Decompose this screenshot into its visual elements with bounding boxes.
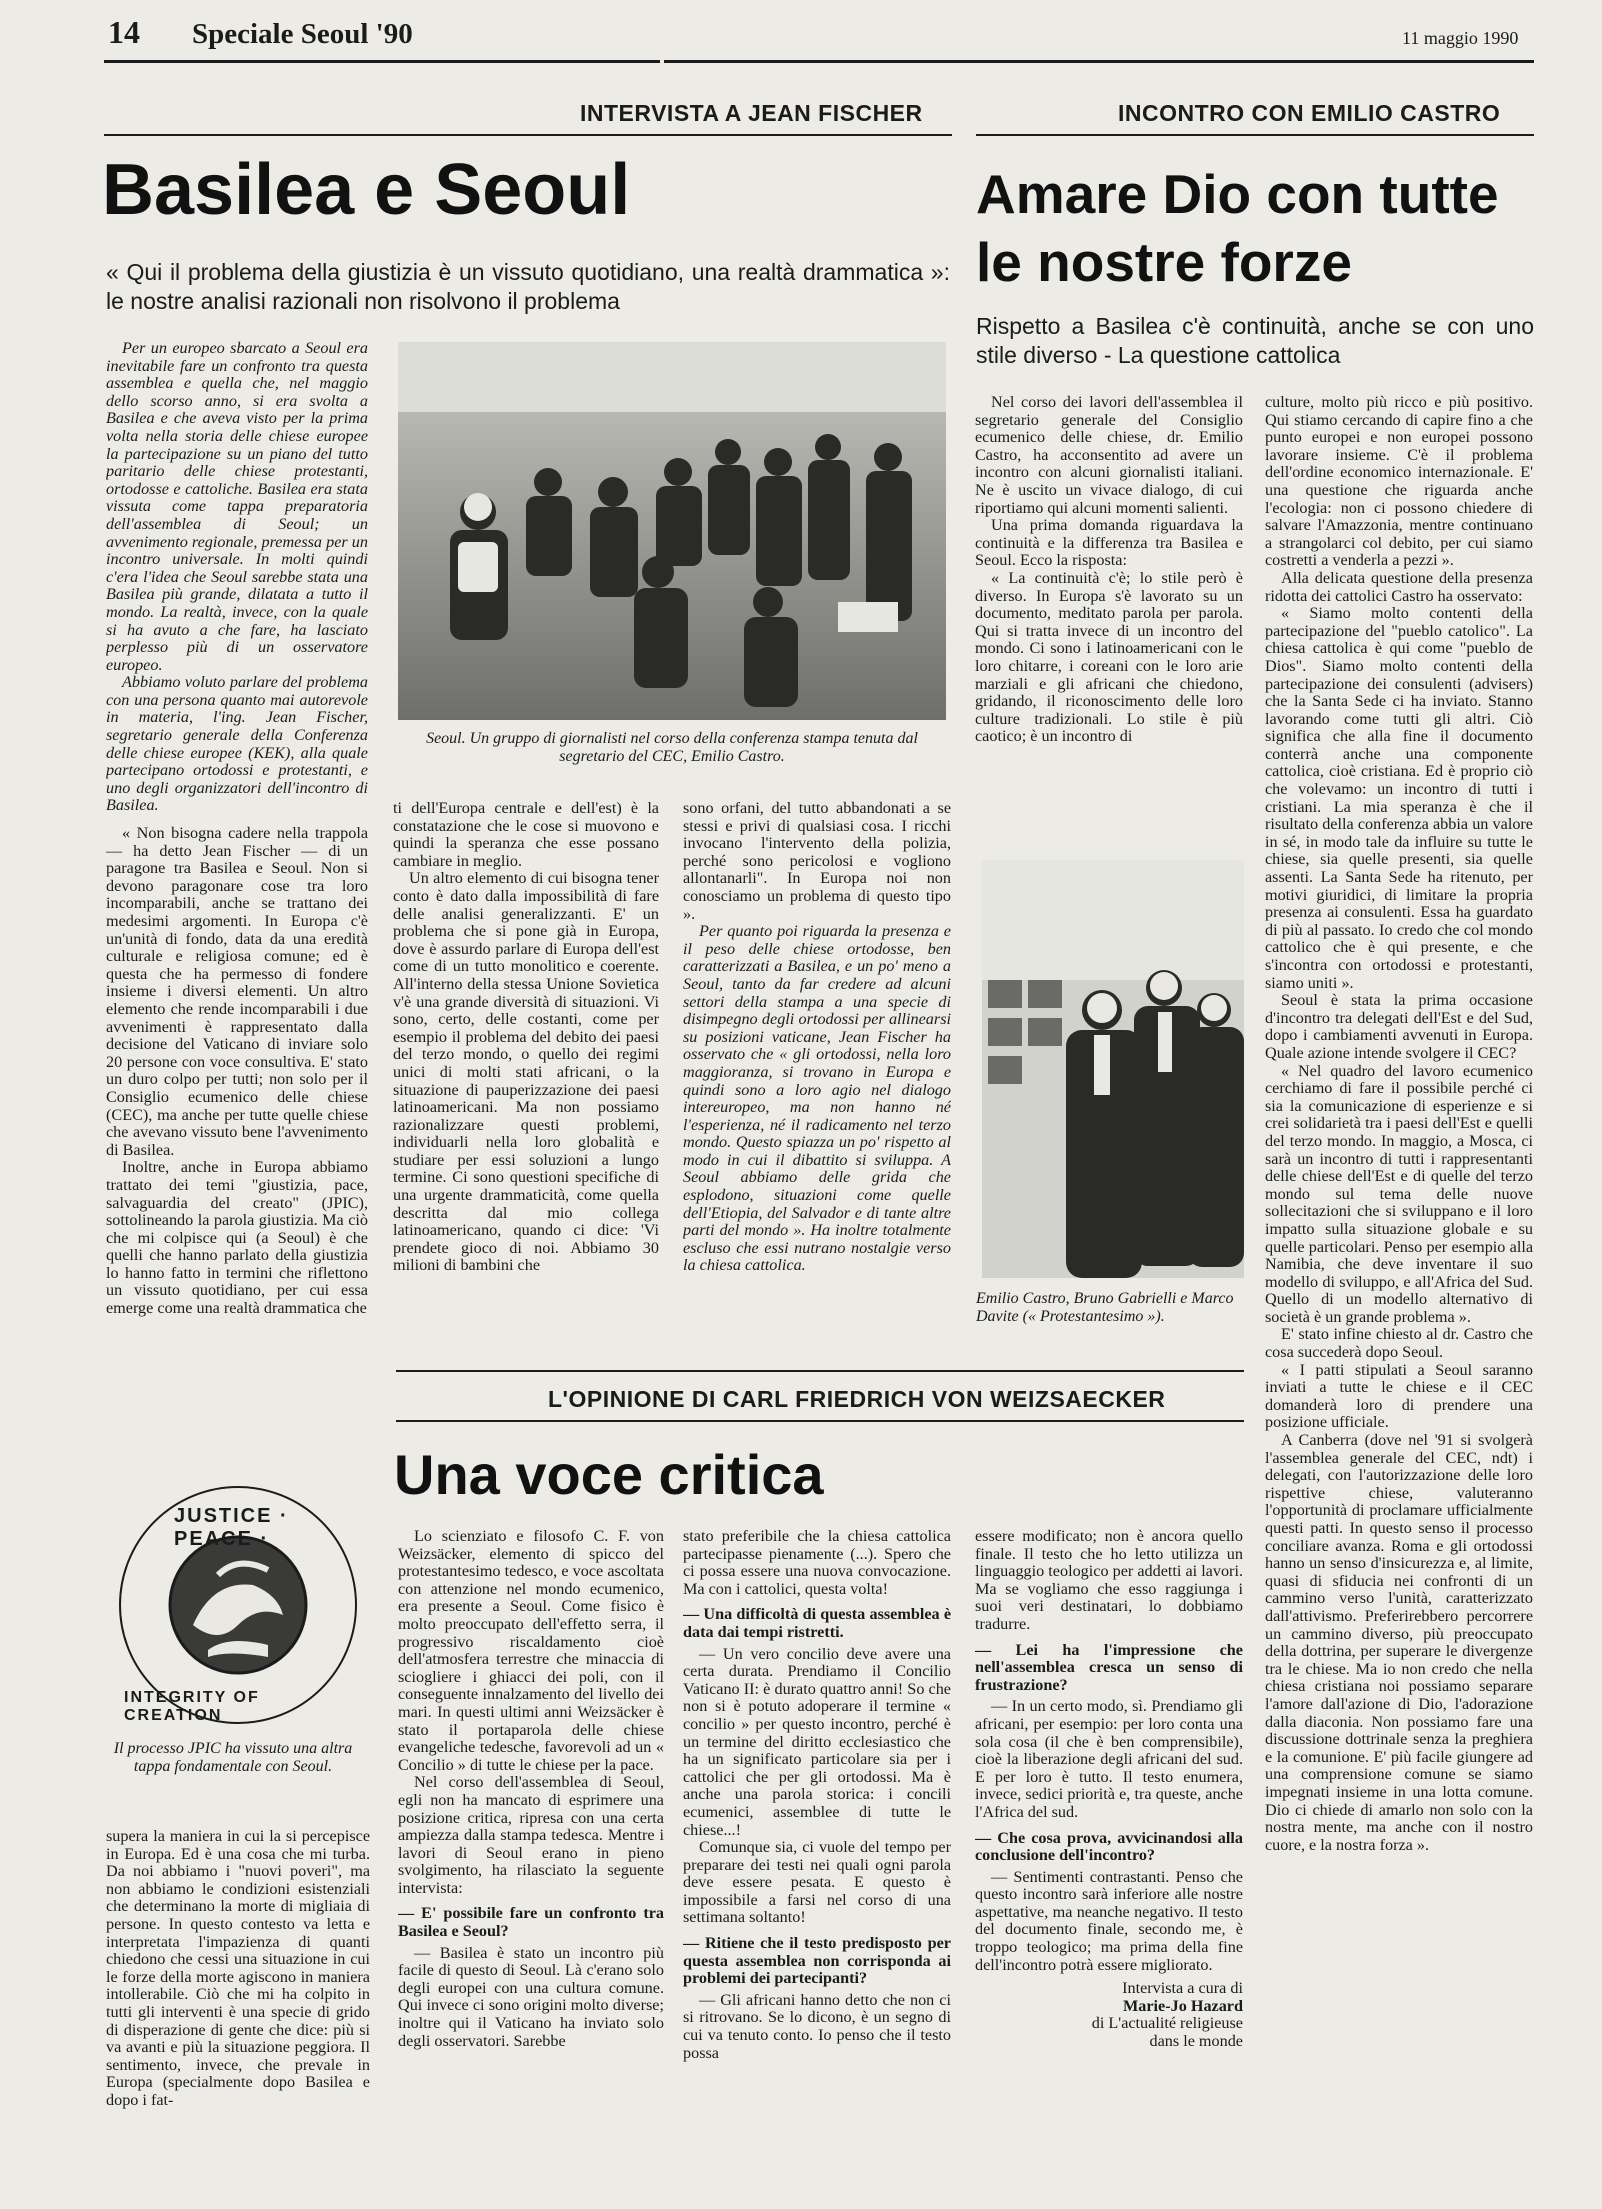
- section-title: Speciale Seoul '90: [192, 18, 413, 50]
- article3-title: Una voce critica: [394, 1443, 824, 1506]
- article3-signature-3: di L'actualité religieuse: [1091, 2014, 1243, 2033]
- article2-body-11: A Canberra (dove nel '91 si svolgerà l'assemblea generale del CEC, ndt) i delegati, con l'autorizzazione delle loro rispettive chiese, valuteranno l'opportunità di proclamare ufficialmente questi patti. In questo senso il processo conciliare avanza. Roma e gli ortodossi hanno un senso d'insicurezza e, al limite, quasi di sfiducia nei confronti di un cammino verso l'unità, caratterizzato dall'attivismo. Preferirebbero percorrere un cammino diverso, più preoccupato della dottrina, per superare le divergenze tra le chiese. Ma io non credo che nella chiesa cristiana noi possiamo separare l'amore dall'azione di Dio, l'adorazione dalla diaconia. Non possiamo fare una discussione dottrinale senza la preghiera e la comunione. E' più facile giungere ad una comprensione comune se siamo impegnati insieme in una lotta comune. Dio ci chiede di amarlo non solo con la nostra mente, ma anche con il nostro cuore, e la nostra forza ».: [1265, 1431, 1533, 1854]
- castro-photo: [982, 860, 1244, 1278]
- article2-body-9: E' stato infine chiesto al dr. Castro che cosa succederà dopo Seoul.: [1265, 1325, 1533, 1362]
- article3-question-2: — Una difficoltà di questa assemblea è data dai tempi ristretti.: [683, 1605, 951, 1641]
- article2-body-1: Nel corso dei lavori dell'assemblea il segretario generale del Consiglio ecumenico delle chiese, dr. Emilio Castro, ha acconsentito ad avere un incontro con alcuni giornalisti italiani. Ne è uscito un vivace dialogo, di cui riportiamo qui alcuni momenti salienti.: [975, 394, 1243, 517]
- article2-body-8: « Nel quadro del lavoro ecumenico cerchiamo di fare il possibile perché ci sia la comunicazione di esperienze e si crei solidarietà tra i paesi dell'Est e quelli del terzo mondo. In maggio, a Mosca, ci sarà un incontro di tutti i rappresentanti delle chiese dell'Est e di quelle del terzo mondo sul tema delle nuove sollecitazioni che si sviluppano e il loro impatto sulla situazione globale e su quelle particolari. Penso per esempio alla Namibia, che deve inventare il suo modello di sviluppo, e all'Africa del Sud. Quello di un modello alternativo di società è un grande problema ».: [1265, 1061, 1533, 1326]
- article1-intro: Per un europeo sbarcato a Seoul era inevitabile fare un confronto tra questa assemblea e quella che, nel maggio dello scorso anno, si era svolta a Basilea e che aveva visto per la prima volta nella storia delle chiese europee la partecipazione su un piano del tutto paritario delle chiese protestanti, ortodosse e cattoliche. Basilea era stata vissuta come tappa preparatoria dell'assemblea di Seoul; un avvenimento regionale, premessa per un incontro universale. In molti quindi c'era l'idea che Seoul sarebbe stata una Basilea più grande, dilatata a tutto il mondo. La realtà, invece, con la quale si ha avuto a che fare, ha lasciato perplesso più di un osservatore europeo.: [106, 340, 368, 674]
- article3-top-rule: [396, 1370, 1244, 1372]
- jpic-logo-top-text: JUSTICE · PEACE ·: [174, 1505, 289, 1550]
- article3-question-4: — Lei ha l'impressione che nell'assemblea cresca un senso di frustrazione?: [975, 1640, 1243, 1694]
- article1-body-3: ti dell'Europa centrale e dell'est) è la constatazione che le cose si muovono e quindi la speranza che esse possano cambiare in meglio.: [393, 800, 659, 870]
- article3-body-9: — In un certo modo, sì. Prendiamo gli africani, per esempio: per loro conta una sola cosa (il che è ben comprensibile), cioè la liberazione degli africani del sud. E per loro è tutto. Il testo enumera, invece, sedici priorità e, tra queste, anche l'Africa del sud.: [975, 1697, 1243, 1821]
- article1-intro2: Abbiamo voluto parlare del problema con una persona quanto mai autorevole in materia, l'ing. Jean Fischer, segretario generale della Conferenza delle chiese europee (KEK), alla quale partecipano ortodossi e protestanti, e uno degli organizzatori dell'incontro di Basilea.: [106, 673, 368, 815]
- article2-body-3: « La continuità c'è; lo stile però è diverso. In Europa s'è lavorato su un documento, meditato parola per parola. Qui si tratta invece di un incontro del mondo. Ci sono i latinoamericani con le loro chitarre, i coreani con le loro arie marziali e gli africani che chiedono, gridando, il riconoscimento delle loro culture tradizionali. Lo stile è più caotico; è un incontro di: [975, 568, 1243, 746]
- article3-column-1: [398, 1528, 664, 2204]
- article1-title: Basilea e Seoul: [102, 150, 631, 230]
- article1-body-5: sono orfani, del tutto abbandonati a se stessi e privi di qualsiasi cosa. I ricchi invocano l'intervento della polizia, perché sono pericolosi e vogliono allontanarli". In Europa noi non conosciamo un problema di questo tipo ».: [683, 800, 951, 923]
- article2-body-10: « I patti stipulati a Seoul saranno inviati a tutte le chiese e il CEC domanderà loro di prendere una posizione ufficiale.: [1265, 1360, 1533, 1432]
- press-conference-photo-caption: Seoul. Un gruppo di giornalisti nel corso della conferenza stampa tenuta dal segretario del CEC, Emilio Castro.: [426, 730, 918, 765]
- press-conference-photo-art: [398, 342, 946, 720]
- article3-body-10: — Sentimenti contrastanti. Penso che questo incontro sarà inferiore alle nostre aspettative, ma neanche negativo. Il testo del documento finale, secondo me, è troppo teologico; ma prima della fine dell'incontro potrà essere migliorato.: [975, 1867, 1243, 1974]
- article3-signature-2: Marie-Jo Hazard: [1122, 1996, 1243, 2015]
- article2-column-2: [1265, 394, 1533, 2204]
- article2-subtitle: Rispetto a Basilea c'è continuità, anche se con uno stile diverso - La questione cattolica: [976, 313, 1534, 368]
- article2-column-1: [975, 394, 1243, 844]
- article1-body-7: supera la maniera in cui la si percepisce in Europa. Ed è una cosa che mi turba. Da noi abbiamo i "nuovi poveri", ma non abbiamo le condizioni esistenziali che determinano la morte di migliaia di persone. In questo contesto va letta e interpretata l'impazienza di quanti chiedono che cessi una situazione in cui le forze della morte agiscono in maniera intollerabile. Ciò che mi ha colpito in tutti gli interventi è una specie di grido di disperazione di gente che dice: più si va avanti e più la situazione peggiora. Il sentimento, invece, che prevale in Europa (specialmente dopo Basilea e dopo i fat-: [106, 1828, 370, 2109]
- article1-column-1: [106, 340, 368, 1440]
- article2-title-line2: le nostre forze: [976, 231, 1352, 293]
- castro-photo-caption: Emilio Castro, Bruno Gabrielli e Marco Davite (« Protestantesimo »).: [976, 1290, 1234, 1325]
- article3-body-6: Comunque sia, ci vuole del tempo per preparare dei testi nei quali ogni parola deve essere pesata. E questo è impossibile a farsi nel corso di una settimana soltanto!: [683, 1838, 951, 1927]
- article3-signature-1: Intervista a cura di: [1122, 1979, 1243, 1998]
- article2-kicker-rule: [976, 134, 1534, 136]
- article1-kicker: INTERVISTA A JEAN FISCHER: [580, 100, 923, 126]
- article1-body-4: Un altro elemento di cui bisogna tener conto è dato dalla impossibilità di fare delle analisi generalizzanti. E' un problema che si pone già in Europa, dove è assurdo parlare di Europa dell'est come di un tutto monolitico e coerente. All'interno della stessa Unione Sovietica v'è una grande diversità di situazioni. Vi sono, certo, delle costanti, come per esempio il problema del debito dei paesi del terzo mondo, o quello dei regimi unici di molti stati africani, o la situazione di pauperizzazione dei paesi latinoamericani. Ma non possiamo razionalizzare questi problemi, individuarli nella loro globalità e studiare per essi soluzioni a lungo termine. Ci sono questioni specifiche di una urgente drammaticità, come quella descritta dal mio collega latinoamericano, quando ci dice: 'Vi prendete gioco di noi. Abbiamo 30 milioni di bambini che: [393, 869, 659, 1275]
- page-number: 14: [108, 14, 140, 50]
- article3-kicker-rule: [396, 1420, 1244, 1422]
- article2-title-line1: Amare Dio con tutte: [976, 163, 1499, 225]
- jpic-logo-bottom-text: INTEGRITY OF CREATION: [124, 1689, 260, 1724]
- article3-column-3: [975, 1528, 1243, 2204]
- header-rule-left: [104, 60, 660, 63]
- article3-body-8: essere modificato; non è ancora quello finale. Il testo che ho letto utilizza un linguaggio teologico per addetti ai lavori. Ma se vogliamo che esso raggiunga i suoi veri destinatari, lo dobbiamo tradurre.: [975, 1528, 1243, 1633]
- castro-photo-art: [982, 860, 1244, 1278]
- article3-body-1: Lo scienziato e filosofo C. F. von Weizsäcker, elemento di spicco del protestantesimo tedesco, e voce ascoltata con attenzione nel mondo ecumenico, era presente a Seoul. Come fisico è molto preoccupato dell'effetto serra, il progressivo riscaldamento cioè dell'atmosfera terrestre che minaccia di sciogliere i ghiacci dei poli, con il conseguente innalzamento del livello dei mari. In questi ultimi anni Weizsäcker è stato il portaparola delle chiese evangeliche tedesche, favorevoli ad un « Concilio » di tutte le chiese per la pace.: [398, 1528, 664, 1774]
- article2-body-6: « Siamo molto contenti della partecipazione del "pueblo catolico". La chiesa cattolica è qui come "pueblo de Dios". Siamo molto contenti della partecipazione dei consulenti (advisers) che la Santa Sede ci ha inviato. Stanno lavorando come tutti gli altri. Ciò significa che alla fine il documento conterrà anche una componente cattolica, cioè cristiana. Ed è proprio ciò che volevamo: un incontro di tutti i cristiani. La mia speranza è che il risultato della conferenza abbia un valore in sé, in modo tale da influire su tutte le chiese, sia quelle presenti, sia quelle assenti. La Santa Sede ha ritenuto, per motivi giuridici, di limitare la propria presenza ai consulenti. Essa ha guardato di più al passato. Io credo che col mondo cattolico che è qui presente, e che s'incontra con ortodossi e protestanti, siamo uniti ».: [1265, 604, 1533, 992]
- issue-date: 11 maggio 1990: [1402, 28, 1519, 48]
- jpic-logo-caption: Il processo JPIC ha vissuto una altra tappa fondamentale con Seoul.: [113, 1740, 353, 1775]
- article2-body-4: culture, molto più ricco e più positivo. Qui stiamo cercando di capire fino a che punto europei e non europei possono lavorare insieme. C'è il problema dell'ordine economico internazionale. E' una questione che riguarda anche l'ecologia: non ci possono chiedere di salvare l'Amazzonia, mentre continuano a strangolarci col debito, per cui siamo costretti a venderla a pezzi ».: [1265, 394, 1533, 570]
- article3-signature-4: dans le monde: [1149, 2032, 1243, 2051]
- article2-kicker: INCONTRO CON EMILIO CASTRO: [1118, 100, 1501, 126]
- article2-body-2: Una prima domanda riguardava la continuità e la differenza tra Basilea e Seoul. Ecco la risposta:: [975, 516, 1243, 570]
- article2-body-5: Alla delicata questione della presenza ridotta dei cattolici Castro ha osservato:: [1265, 568, 1533, 605]
- article2-title: [976, 160, 1536, 296]
- article3-question-1: — E' possibile fare un confronto tra Basilea e Seoul?: [398, 1904, 664, 1941]
- header-rule-right: [664, 60, 1534, 63]
- article3-question-5: — Che cosa prova, avvicinandosi alla conclusione dell'incontro?: [975, 1828, 1243, 1865]
- article3-body-5: — Un vero concilio deve avere una certa durata. Prendiamo il Concilio Vaticano II: è durato quattro anni! So che non si è potuto adoperare il termine « concilio » per questo incontro, perché è un termine del diritto ecclesiastico che ha un significato particolare sia per i cattolici che per gli ortodossi. Ma è anche una parola storica: i concili ecumenici, assemblee di tutte le chiese...!: [683, 1644, 951, 1839]
- article1-kicker-rule: [104, 134, 952, 136]
- article3-body-4: stato preferibile che la chiesa cattolica partecipasse pienamente (...). Spero che ci possa essere una nuova convocazione. Ma con i cattolici, questa volta!: [683, 1528, 951, 1598]
- article1-body-2: Inoltre, anche in Europa abbiamo trattato dei temi "giustizia, pace, salvaguardia del creato" (JPIC), sottolineando la parola giustizia. Ma ciò che mi colpisce qui (a Seoul) è che quelli che hanno parlato della giustizia lo hanno fatto in termini che riflettono un vissuto quotidiano, per cui essa emerge come una realtà drammatica che: [106, 1158, 368, 1318]
- article3-body-7: — Gli africani hanno detto che non ci si ritrovano. Se lo dicono, è un segno di cui va tenuto conto. Io penso che il testo possa: [683, 1990, 951, 2062]
- jpic-logo: [118, 1485, 358, 1725]
- press-conference-photo: [398, 342, 946, 720]
- article3-kicker: L'OPINIONE DI CARL FRIEDRICH VON WEIZSAECKER: [548, 1386, 1166, 1412]
- article1-body-1: « Non bisogna cadere nella trappola — ha detto Jean Fischer — di un paragone tra Basilea e Seoul. Non si devono paragonare cose tra loro incomparabili, anche se trattano dei medesimi argomenti. In Europa c'è un'unità di fondo, data da una eredità culturale e religiosa comune; ed è questa che ha permesso di fondere insieme i diversi elementi. Un altro elemento che rende incomparabili i due avvenimenti è rappresentato dalla decisione del Vaticano di inviare solo 20 persone con voce consultiva. E' stato un duro colpo per tutti; non solo per il Consiglio ecumenico delle chiese (CEC), ma anche per tutte quelle chiese che avevano vissuto bene l'avvenimento di Basilea.: [106, 824, 368, 1159]
- article3-body-3: — Basilea è stato un incontro più facile di questo di Seoul. Là c'erano solo degli europei con una cultura comune. Qui invece ci sono origini molto diverse; inoltre qui il Vaticano ha inviato solo degli osservatori. Sarebbe: [398, 1943, 664, 2050]
- article1-subtitle: « Qui il problema della giustizia è un vissuto quotidiano, una realtà drammatica »: le nostre analisi razionali non risolvono il problema: [106, 259, 950, 314]
- article2-body-7: Seoul è stata la prima occasione d'incontro tra delegati dell'Est e del Sud, dopo i cambiamenti avvenuti in Europa. Quale azione intende svolgere il CEC?: [1265, 991, 1533, 1062]
- article1-column-2: [393, 800, 659, 1360]
- article1-body-6: Per quanto poi riguarda la presenza e il peso delle chiese ortodosse, ben caratterizzati a Basilea, e un po' meno a Seoul, tanto da far credere ad alcuni settori della stampa a una specie di disimpegno degli ortodossi per allinearsi su posizioni vaticane, Jean Fischer ha osservato che « gli ortodossi, nella loro maggioranza, si trovano in Europa e quindi sono a loro agio nel dialogo intereuropeo, ma non hanno né l'esperienza, né il radicamento nel terzo mondo. Questo spiazza un po' rispetto al modo in cui il dibattito si sviluppa. A Seoul abbiamo delle grida che esplodono, situazioni come quelle dell'Etiopia, del Salvador e di tante altre parti del mondo ». Ha inoltre totalmente escluso che essi nutrano nostalgie verso la chiesa cattolica.: [683, 922, 951, 1275]
- article1-column-1-continued: [106, 1828, 370, 2198]
- article3-body-2: Nel corso dell'assemblea di Seoul, egli non ha mancato di esprimere una posizione critica, ripresa con una certa ampiezza dalla stampa tedesca. Mentre i lavori di Seoul erano in pieno svolgimento, ha rilasciato la seguente intervista:: [398, 1773, 664, 1897]
- article1-column-3: [683, 800, 951, 1360]
- article3-column-2: [683, 1528, 951, 2204]
- article3-question-3: — Ritiene che il testo predisposto per questa assemblea non corrisponda ai problemi dei partecipanti?: [683, 1934, 951, 1988]
